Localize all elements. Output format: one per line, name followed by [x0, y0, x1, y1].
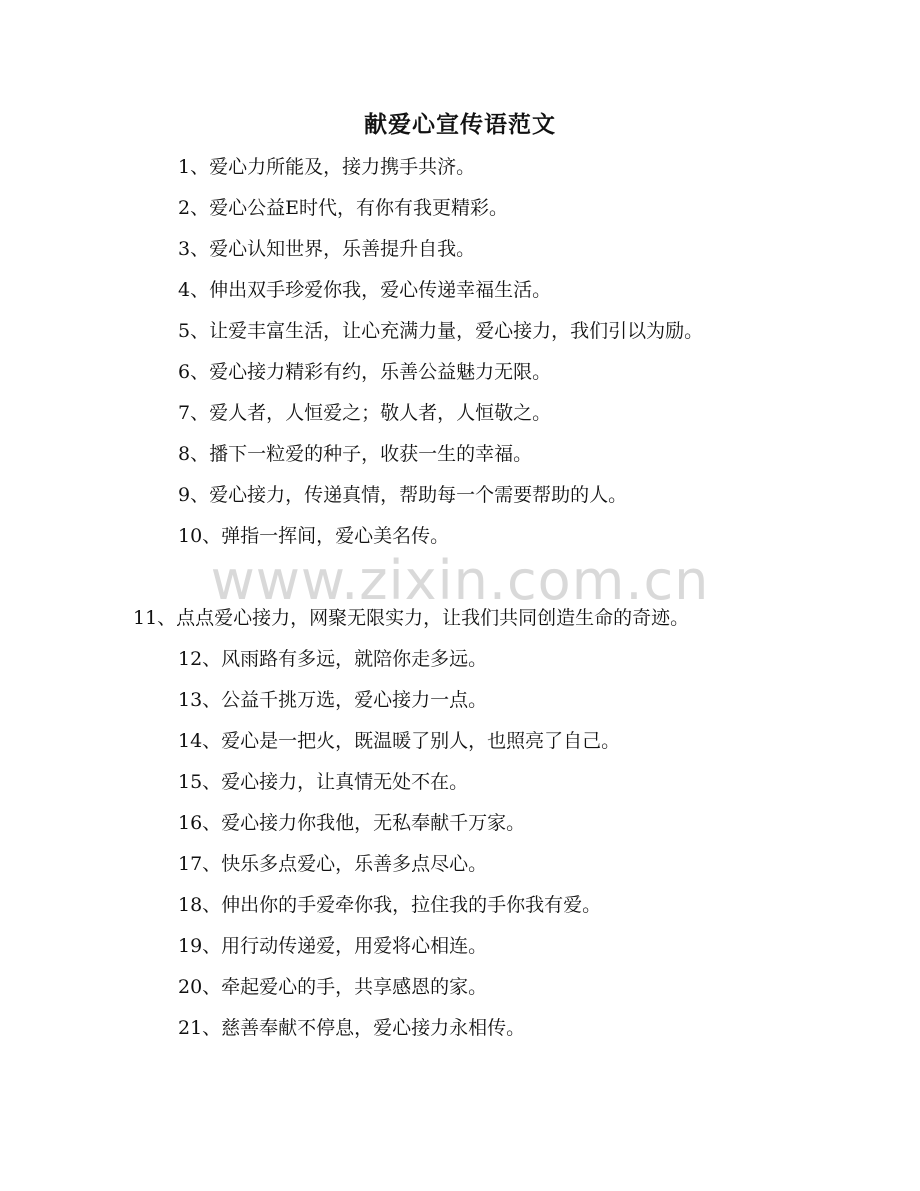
list-item: 2、爱心公益E时代，有你有我更精彩。: [178, 197, 508, 219]
list-item: 11、点点爱心接力，网聚无限实力，让我们共同创造生命的奇迹。: [133, 607, 690, 629]
list-item: 7、爱人者，人恒爱之；敬人者，人恒敬之。: [178, 402, 552, 424]
list-item: 8、播下一粒爱的种子，收获一生的幸福。: [178, 443, 533, 465]
list-item: 3、爱心认知世界，乐善提升自我。: [178, 238, 476, 260]
list-item: 4、伸出双手珍爱你我，爱心传递幸福生活。: [178, 279, 552, 301]
watermark: www.zixin.com.cn: [210, 549, 710, 612]
list-item: 16、爱心接力你我他，无私奉献千万家。: [178, 812, 526, 834]
list-item: 15、爱心接力，让真情无处不在。: [178, 771, 469, 793]
list-item: 20、牵起爱心的手，共享感恩的家。: [178, 976, 488, 998]
list-item: 10、弹指一挥间，爱心美名传。: [178, 525, 450, 547]
list-item: 6、爱心接力精彩有约，乐善公益魅力无限。: [178, 361, 552, 383]
document-title: 献爱心宣传语范文: [364, 111, 556, 138]
list-item: 1、爱心力所能及，接力携手共济。: [178, 156, 476, 178]
list-item: 19、用行动传递爱，用爱将心相连。: [178, 935, 488, 957]
list-item: 9、爱心接力，传递真情，帮助每一个需要帮助的人。: [178, 484, 628, 506]
list-item: 12、风雨路有多远，就陪你走多远。: [178, 648, 488, 670]
list-item: 21、慈善奉献不停息，爱心接力永相传。: [178, 1017, 526, 1039]
list-item: 17、快乐多点爱心，乐善多点尽心。: [178, 853, 488, 875]
list-item: 18、伸出你的手爱牵你我，拉住我的手你我有爱。: [178, 894, 602, 916]
list-item: 13、公益千挑万选，爱心接力一点。: [178, 689, 488, 711]
list-item: 5、让爱丰富生活，让心充满力量，爱心接力，我们引以为励。: [178, 320, 704, 342]
list-item: 14、爱心是一把火，既温暖了别人，也照亮了自己。: [178, 730, 621, 752]
